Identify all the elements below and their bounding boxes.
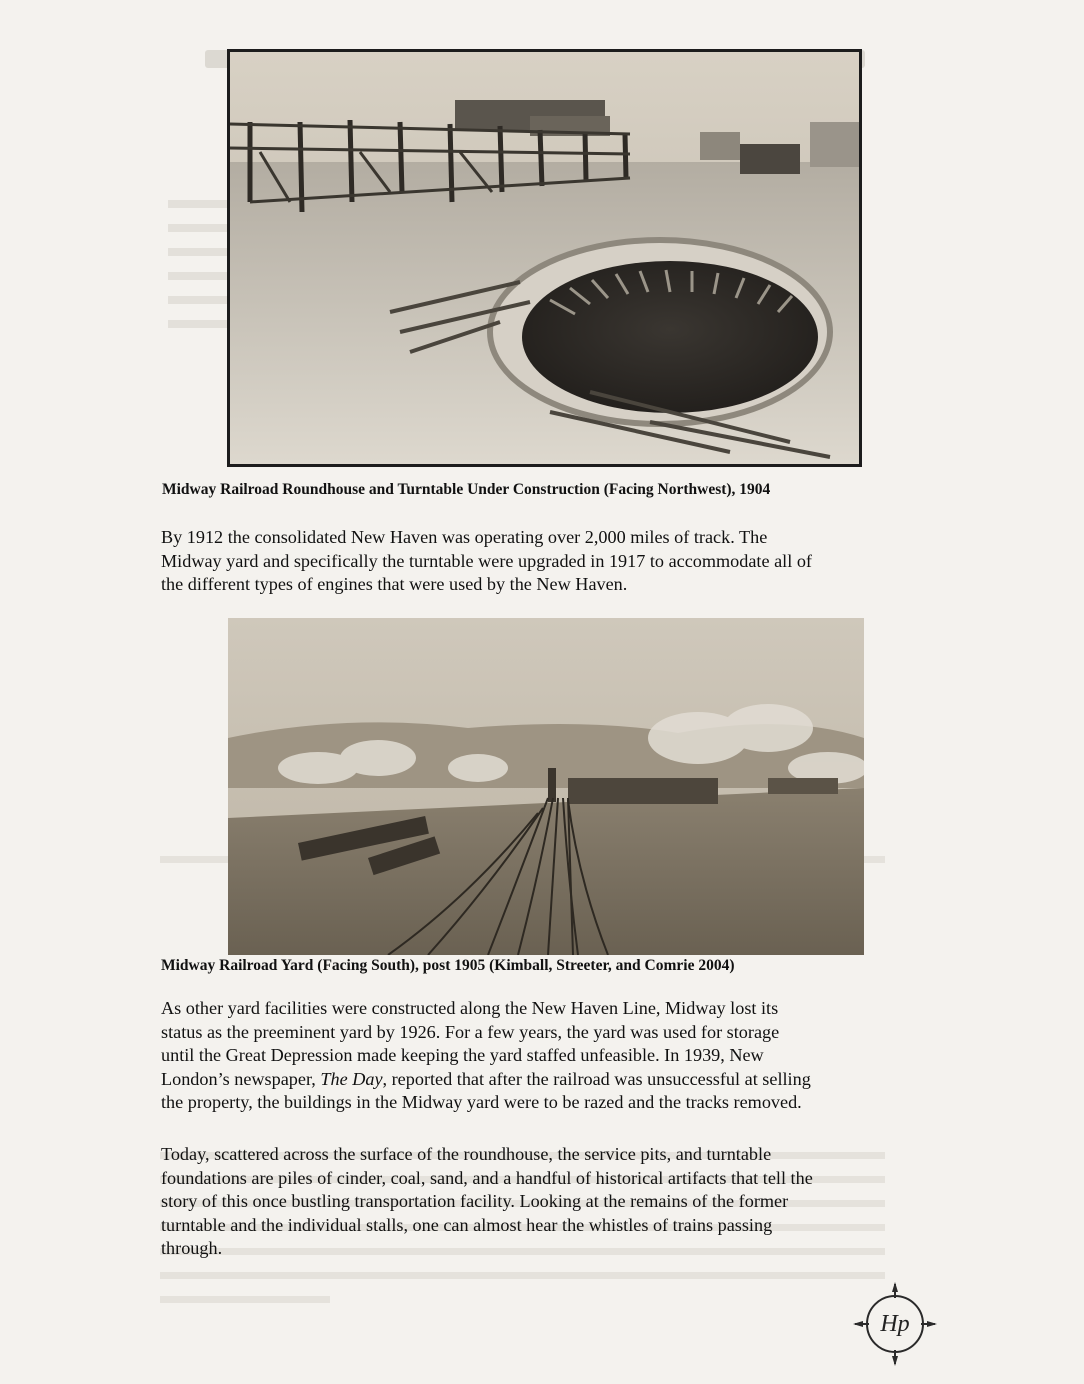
text-fragment: London’s newspaper, (161, 1068, 321, 1089)
text-line: Midway yard and specifically the turntable were upgraded in 1917 to accommodate all of (161, 550, 812, 571)
photo-caption-roundhouse: Midway Railroad Roundhouse and Turntable Under Construction (Facing Northwest), 1904 (162, 481, 771, 498)
logo-monogram: Hp (880, 1310, 910, 1337)
text-line-newspaper (161, 1068, 931, 1092)
text-line: until the Great Depression made keeping the yard staffed unfeasible. In 1939, New (161, 1045, 764, 1065)
text-line: turntable and the individual stalls, one can almost hear the whistles of trains passing (161, 1214, 773, 1235)
text-line: Today, scattered across the surface of the roundhouse, the service pits, and turntable (161, 1144, 772, 1164)
text-line: foundations are piles of cinder, coal, sand, and a handful of historical artifacts that tell the (161, 1167, 813, 1188)
paragraph-midway-decline (161, 997, 931, 1115)
hp-logo (853, 1282, 937, 1366)
text-line: status as the preeminent yard by 1926. For a few years, the yard was used for storage (161, 1021, 780, 1042)
newspaper-title: The Day (320, 1068, 383, 1089)
roundhouse-construction-illustration (230, 52, 859, 464)
paragraph-new-haven-upgrade (161, 526, 931, 597)
paragraph-today-remains (161, 1143, 931, 1261)
text-line: through. (161, 1238, 223, 1258)
text-line: By 1912 the consolidated New Haven was operating over 2,000 miles of track. The (161, 527, 768, 547)
text-fragment: , reported that after the railroad was unsuccessful at selling (382, 1068, 811, 1089)
text-line: story of this once bustling transportation facility. Looking at the remains of the former (161, 1191, 789, 1211)
text-line: the different types of engines that were used by the New Haven. (161, 574, 628, 594)
railroad-yard-illustration (228, 618, 864, 955)
text-line: the property, the buildings in the Midway yard were to be razed and the tracks removed. (161, 1092, 802, 1112)
photo-caption-yard: Midway Railroad Yard (Facing South), post 1905 (Kimball, Streeter, and Comrie 2004) (161, 957, 735, 974)
railroad-yard-photo (228, 618, 864, 955)
text-line: As other yard facilities were constructed along the New Haven Line, Midway lost its (161, 998, 779, 1018)
roundhouse-construction-photo (227, 49, 862, 467)
